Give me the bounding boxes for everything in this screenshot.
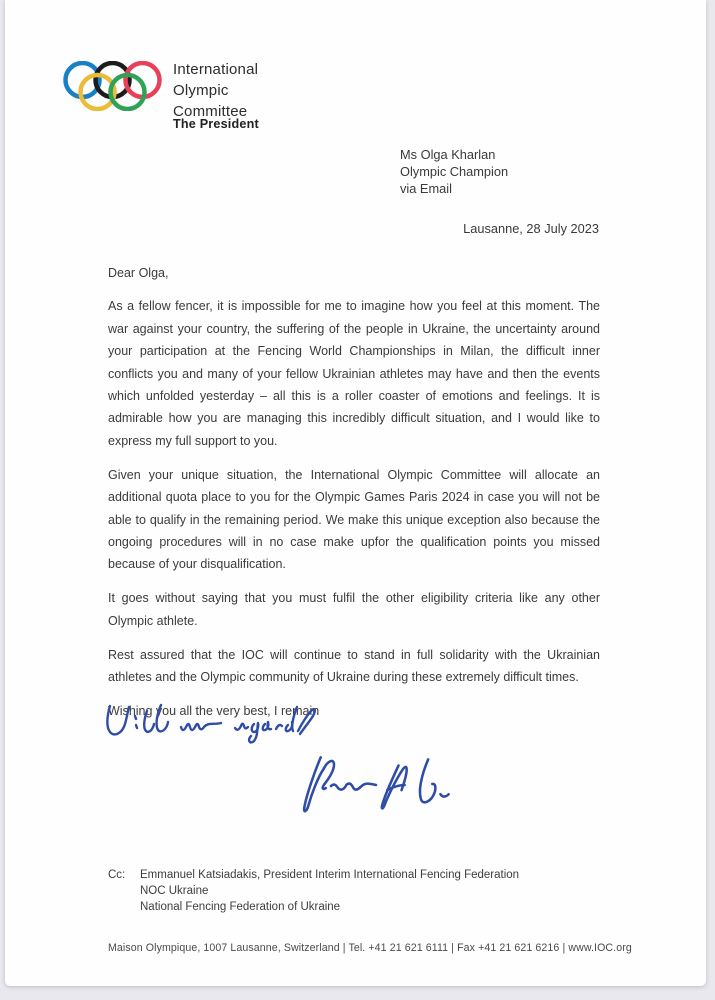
org-name-line: Committee <box>173 103 248 120</box>
letter-footer: Maison Olympique, 1007 Lausanne, Switzerland | Tel. +41 21 621 6111 | Fax +41 21 621 6216 | www.IOC.org <box>108 942 632 954</box>
cc-list <box>140 867 519 915</box>
paragraph-3: It goes without saying that you must fulfil the other eligibility criteria like any other Olympic athlete. <box>108 591 600 628</box>
handwritten-closing <box>98 700 334 750</box>
paragraph-4: Rest assured that the IOC will continue to stand in full solidarity with the Ukrainian athletes and the Olympic community of Ukraine during these extremely difficult times. <box>108 647 600 684</box>
handwritten-closing-scrawl <box>98 700 334 750</box>
org-name-line: Olympic <box>173 82 229 99</box>
cc-label: Cc: <box>108 869 126 881</box>
letter-page <box>5 0 706 986</box>
signature <box>290 750 464 818</box>
sender-role: The President <box>173 117 259 131</box>
dateline: Lausanne, 28 July 2023 <box>463 221 599 236</box>
cc-entry-3: National Fencing Federation of Ukraine <box>140 901 341 913</box>
org-name-line: International <box>173 61 259 78</box>
recipient-block <box>400 146 508 197</box>
cc-block <box>108 867 519 915</box>
paragraph-5: Wishing you all the very best, I remain <box>108 703 320 718</box>
recipient-title: Olympic Champion <box>400 164 509 179</box>
signature-ink <box>304 757 449 811</box>
handwriting-ink <box>107 705 315 742</box>
paragraph-2: Given your unique situation, the International Olympic Committee will allocate an additional quota place to you for the Olympic Games Paris 2024 in case you will not be able to qualify in the remaining period. We make this unique exception also because the ongoing procedures will in no case make upfor the qualification points you missed because of your disqualification. <box>108 467 600 572</box>
cc-entry-1: Emmanuel Katsiadakis, President Interim International Fencing Federation <box>140 869 520 881</box>
recipient-name: Ms Olga Kharlan <box>400 147 496 162</box>
salutation: Dear Olga, <box>108 266 169 280</box>
org-name <box>173 59 258 122</box>
olympic-rings-logo <box>62 61 163 111</box>
letter-body <box>108 262 600 734</box>
signature-scrawl <box>290 750 464 818</box>
paragraph-1: As a fellow fencer, it is impossible for me to imagine how you feel at this moment. The war against your country, the suffering of the people in Ukraine, the uncertainty around your participation at the Fencing World Championships in Milan, the difficult inner conflicts you and many of your fellow Ukrainian athletes may have and then the events which unfolded yesterday – all this is a roller coaster of emotions and feelings. It is admirable how you are managing this incredibly difficult situation, and I would like to express my full support to you. <box>108 299 600 448</box>
olympic-rings-icon <box>62 61 163 111</box>
cc-entry-2: NOC Ukraine <box>140 885 209 897</box>
recipient-method: via Email <box>400 181 452 196</box>
